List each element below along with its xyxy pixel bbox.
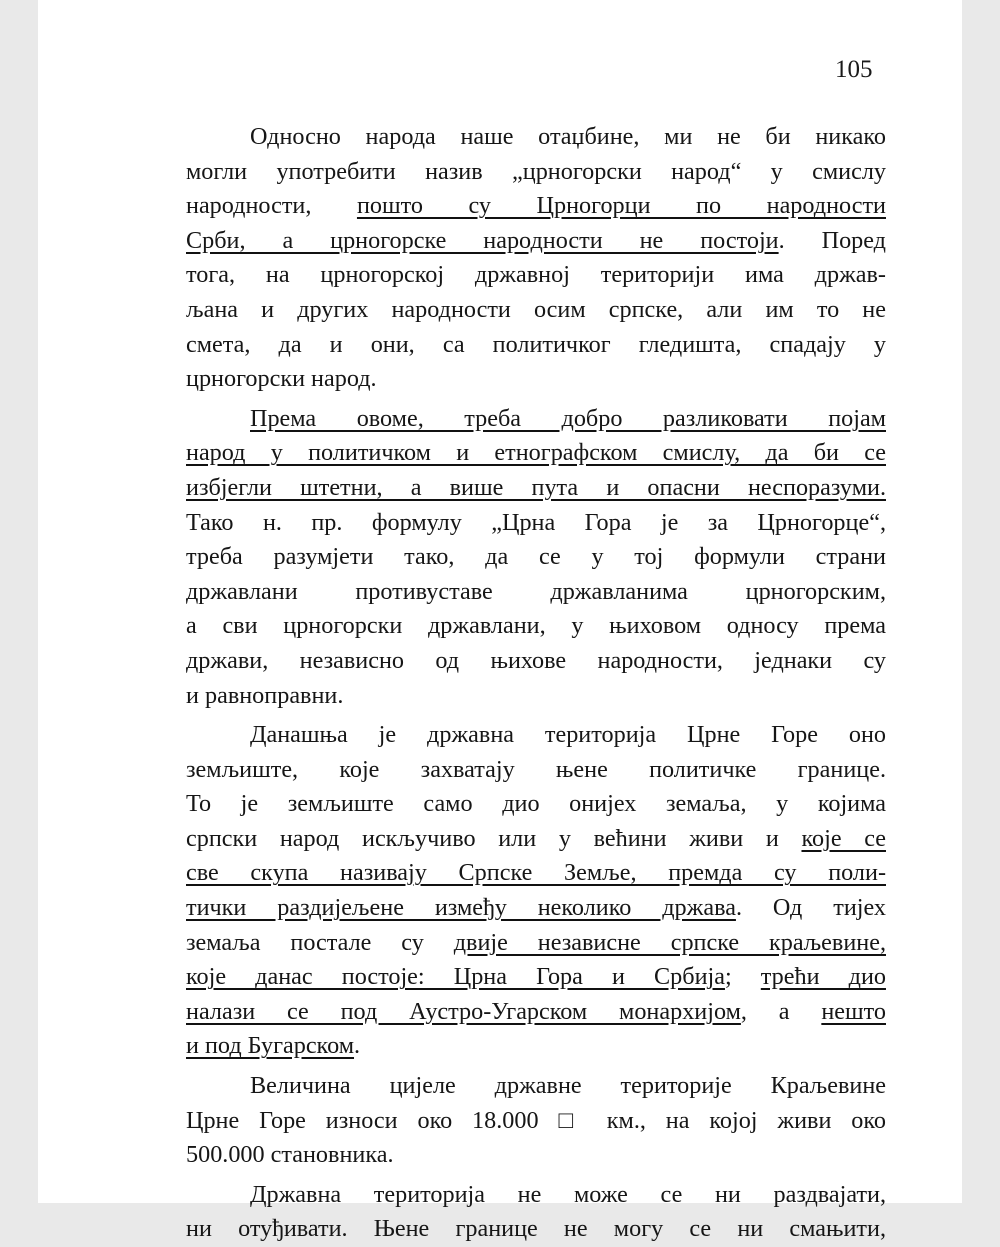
text-line xyxy=(186,753,886,788)
text-line xyxy=(186,362,886,397)
text-line xyxy=(186,436,886,471)
underlined-text: нешто xyxy=(821,997,886,1025)
text-line xyxy=(186,1104,886,1139)
text-segment: Величина цијеле државне територије Краљевине xyxy=(250,1072,886,1100)
body-text xyxy=(186,120,886,1247)
text-line xyxy=(186,120,886,155)
text-line xyxy=(186,575,886,610)
text-segment: и равноправни. xyxy=(186,681,344,709)
text-segment: ; xyxy=(724,963,761,991)
underlined-text: које се xyxy=(801,824,886,852)
underlined-text: пошто су Црногорци по народности xyxy=(356,192,886,220)
text-segment: ни отуђивати. Њене границе не могу се ни смањити, xyxy=(186,1215,886,1243)
text-line xyxy=(186,1178,886,1213)
text-line xyxy=(186,787,886,822)
text-line xyxy=(186,224,886,259)
text-line xyxy=(186,471,886,506)
text-segment: државлани противуставе државланима црногорским, xyxy=(186,577,886,605)
text-line xyxy=(186,155,886,190)
underlined-text: тички раздијељене између неколико држава xyxy=(186,894,736,922)
text-line xyxy=(186,402,886,437)
text-segment: 500.000 становника. xyxy=(186,1141,394,1169)
text-segment: Тако н. пр. формулу „Црна Гора је за Црногорце“, xyxy=(186,508,886,536)
underlined-text: трећи дио xyxy=(760,963,886,991)
text-segment: Односно народа наше отаџбине, ми не би никако xyxy=(250,123,886,150)
text-segment: црногорски народ. xyxy=(186,365,377,393)
text-line xyxy=(186,856,886,891)
underlined-text: налази се под Аустро-Угарском монархијом xyxy=(186,997,741,1025)
text-segment: То је земљиште само дио онијех земаља, у којима xyxy=(186,790,886,818)
underlined-text: Према овоме, треба добро разликовати појам xyxy=(250,404,886,432)
underlined-text: које данас постоје: Црна Гора и Србија xyxy=(186,963,725,991)
text-line xyxy=(186,995,886,1030)
text-line xyxy=(186,960,886,995)
text-segment: . Поред xyxy=(778,226,886,254)
text-line xyxy=(186,891,886,926)
underlined-text: Срби, а црногорске народности не постоји xyxy=(186,226,779,254)
text-segment: Црне Горе износи око 18.000 □ км., на којој живи око xyxy=(186,1106,886,1134)
book-page xyxy=(38,0,962,1243)
text-line xyxy=(186,926,886,961)
underlined-text: све скупа називају Српске Земље, премда су поли- xyxy=(186,859,886,887)
text-segment: треба разумјети тако, да се у тој формули страни xyxy=(186,543,886,571)
text-line xyxy=(186,822,886,857)
text-segment: смета, да и они, са политичког гледишта, спадају у xyxy=(186,330,886,358)
underlined-text: и под Бугарском xyxy=(186,1032,355,1060)
text-segment: тога, на црногорској државној територији има држав- xyxy=(186,261,886,289)
text-line xyxy=(186,506,886,541)
text-line xyxy=(186,1212,886,1247)
text-segment: држави, независно од њихове народности, једнаки су xyxy=(186,646,886,674)
text-segment: Државна територија не може се ни раздвајати, xyxy=(250,1180,886,1208)
text-line xyxy=(186,1138,886,1173)
text-segment: , а xyxy=(740,997,822,1025)
text-line xyxy=(186,189,886,224)
text-segment: земаља постале су xyxy=(186,928,454,956)
text-segment: . Од тијех xyxy=(735,894,887,922)
text-segment: љана и других народности осим српске, али им то не xyxy=(186,295,886,323)
text-segment: . xyxy=(354,1032,361,1060)
text-line xyxy=(186,609,886,644)
text-line xyxy=(186,718,886,753)
text-line xyxy=(186,1029,886,1064)
text-segment: земљиште, које захватају њене политичке границе. xyxy=(186,755,886,783)
text-line xyxy=(186,679,886,714)
text-line xyxy=(186,644,886,679)
text-line xyxy=(186,258,886,293)
page-number: 105 xyxy=(835,56,873,83)
text-segment: могли употребити назив „црногорски народ“ у смислу xyxy=(186,157,886,185)
text-line xyxy=(186,540,886,575)
text-line xyxy=(186,1069,886,1104)
underlined-text: избјегли штетни, а више пута и опасни неспоразуми. xyxy=(186,473,886,501)
text-segment: српски народ искључиво или у већини живи и xyxy=(186,824,802,852)
text-line xyxy=(186,328,886,363)
underlined-text: народ у политичком и етнографском смислу, да би се xyxy=(186,439,886,467)
text-line xyxy=(186,293,886,328)
underlined-text: двије независне српске краљевине, xyxy=(453,928,886,956)
text-segment: а сви црногорски државлани, у њиховом односу према xyxy=(186,612,886,640)
text-segment: народности, xyxy=(186,192,357,220)
text-segment: Данашња је државна територија Црне Горе оно xyxy=(250,721,886,749)
